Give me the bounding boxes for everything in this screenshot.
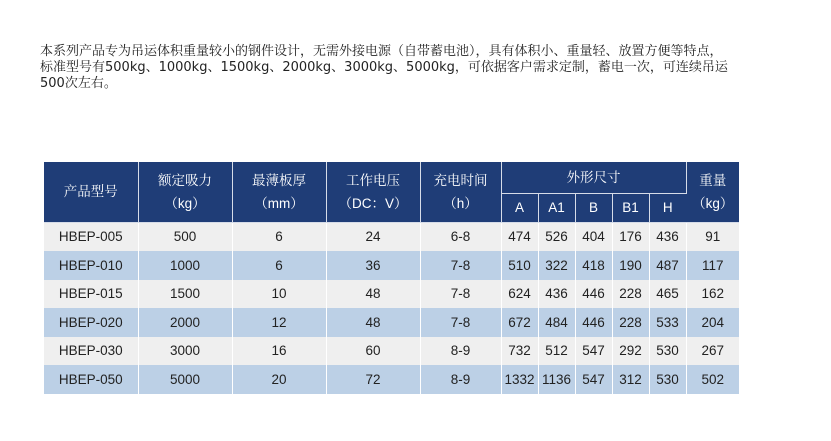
cell-dim-b1: 292	[612, 337, 649, 366]
cell-model: HBEP-030	[44, 337, 138, 366]
cell-voltage: 72	[326, 365, 420, 394]
cell-plate: 16	[232, 337, 326, 366]
cell-voltage: 36	[326, 251, 420, 280]
cell-force: 1000	[138, 251, 232, 280]
cell-weight: 502	[686, 365, 739, 394]
cell-dim-h: 436	[649, 222, 686, 251]
cell-plate: 20	[232, 365, 326, 394]
spec-table	[44, 162, 739, 394]
cell-dim-a: 672	[501, 308, 538, 337]
header-dim-a1: A1	[538, 193, 575, 222]
cell-dim-b: 404	[575, 222, 612, 251]
cell-voltage: 24	[326, 222, 420, 251]
cell-dim-h: 465	[649, 280, 686, 309]
cell-charge: 7-8	[420, 251, 501, 280]
table-row	[44, 251, 739, 280]
cell-dim-a1: 526	[538, 222, 575, 251]
cell-plate: 6	[232, 222, 326, 251]
cell-dim-a: 1332	[501, 365, 538, 394]
cell-force: 1500	[138, 280, 232, 309]
table-row	[44, 280, 739, 309]
cell-charge: 8-9	[420, 365, 501, 394]
cell-force: 5000	[138, 365, 232, 394]
cell-weight: 91	[686, 222, 739, 251]
cell-charge: 7-8	[420, 308, 501, 337]
cell-charge: 7-8	[420, 280, 501, 309]
cell-weight: 117	[686, 251, 739, 280]
cell-dim-b1: 312	[612, 365, 649, 394]
cell-voltage: 48	[326, 280, 420, 309]
description-line-2: 标准型号有500kg、1000kg、1500kg、2000kg、3000kg、5000kg，可依据客户需求定制，蓄电一次，可连续吊运	[40, 60, 728, 75]
cell-dim-a1: 322	[538, 251, 575, 280]
header-dim-b1: B1	[612, 193, 649, 222]
cell-dim-b: 547	[575, 337, 612, 366]
cell-dim-a1: 1136	[538, 365, 575, 394]
cell-model: HBEP-020	[44, 308, 138, 337]
cell-dim-a: 732	[501, 337, 538, 366]
header-dim-h: H	[649, 193, 686, 222]
cell-dim-a: 624	[501, 280, 538, 309]
cell-dim-b1: 190	[612, 251, 649, 280]
cell-dim-b: 446	[575, 308, 612, 337]
header-model: 产品型号	[44, 162, 138, 222]
cell-dim-a: 510	[501, 251, 538, 280]
cell-force: 2000	[138, 308, 232, 337]
header-dim-b: B	[575, 193, 612, 222]
cell-weight: 204	[686, 308, 739, 337]
cell-dim-b: 446	[575, 280, 612, 309]
cell-dim-a1: 436	[538, 280, 575, 309]
cell-force: 500	[138, 222, 232, 251]
cell-dim-b1: 176	[612, 222, 649, 251]
header-plate: 最薄板厚 （mm）	[232, 162, 326, 222]
header-weight: 重量 （kg）	[686, 162, 739, 222]
header-force: 额定吸力 （kg）	[138, 162, 232, 222]
cell-force: 3000	[138, 337, 232, 366]
cell-charge: 6-8	[420, 222, 501, 251]
cell-weight: 162	[686, 280, 739, 309]
cell-dim-b1: 228	[612, 280, 649, 309]
cell-charge: 8-9	[420, 337, 501, 366]
cell-voltage: 48	[326, 308, 420, 337]
cell-dim-h: 530	[649, 337, 686, 366]
cell-dim-b: 547	[575, 365, 612, 394]
cell-model: HBEP-005	[44, 222, 138, 251]
cell-dim-a1: 484	[538, 308, 575, 337]
cell-dim-a: 474	[501, 222, 538, 251]
cell-plate: 12	[232, 308, 326, 337]
table-row	[44, 365, 739, 394]
product-description	[40, 44, 800, 92]
cell-dim-h: 533	[649, 308, 686, 337]
cell-model: HBEP-010	[44, 251, 138, 280]
cell-voltage: 60	[326, 337, 420, 366]
table-row	[44, 308, 739, 337]
header-voltage: 工作电压 （DC：V）	[326, 162, 420, 222]
table-row	[44, 222, 739, 251]
header-dimensions: 外形尺寸	[501, 162, 686, 193]
cell-dim-b: 418	[575, 251, 612, 280]
cell-plate: 6	[232, 251, 326, 280]
cell-dim-h: 530	[649, 365, 686, 394]
cell-dim-h: 487	[649, 251, 686, 280]
header-charge: 充电时间 （h）	[420, 162, 501, 222]
cell-model: HBEP-050	[44, 365, 138, 394]
table-row	[44, 337, 739, 366]
cell-dim-b1: 228	[612, 308, 649, 337]
header-dim-a: A	[501, 193, 538, 222]
cell-weight: 267	[686, 337, 739, 366]
description-line-3: 500次左右。	[40, 76, 117, 91]
cell-dim-a1: 512	[538, 337, 575, 366]
cell-model: HBEP-015	[44, 280, 138, 309]
description-line-1: 本系列产品专为吊运体积重量较小的钢件设计，无需外接电源（自带蓄电池），具有体积小、重量轻、放置方便等特点，	[40, 44, 723, 59]
cell-plate: 10	[232, 280, 326, 309]
